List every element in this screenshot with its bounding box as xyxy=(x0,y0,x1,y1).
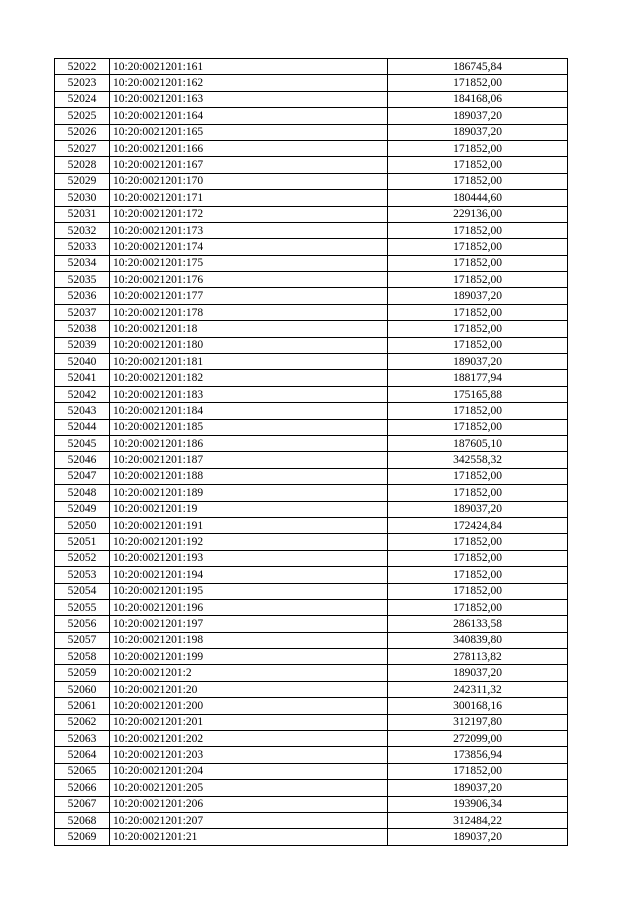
row-number-cell: 52023 xyxy=(55,75,110,91)
row-number-cell: 52069 xyxy=(55,829,110,845)
row-number-cell: 52067 xyxy=(55,796,110,812)
value-cell: 312197,80 xyxy=(388,714,568,730)
cadastral-number-cell: 10:20:0021201:167 xyxy=(110,157,388,173)
value-cell: 242311,32 xyxy=(388,681,568,697)
table-row xyxy=(55,124,568,140)
cadastral-number-cell: 10:20:0021201:181 xyxy=(110,354,388,370)
table-row xyxy=(55,632,568,648)
cadastral-number-cell: 10:20:0021201:170 xyxy=(110,173,388,189)
row-number-cell: 52061 xyxy=(55,698,110,714)
row-number-cell: 52057 xyxy=(55,632,110,648)
table-row xyxy=(55,616,568,632)
table-row xyxy=(55,681,568,697)
table-row xyxy=(55,534,568,550)
table-row xyxy=(55,649,568,665)
cadastral-number-cell: 10:20:0021201:182 xyxy=(110,370,388,386)
table-row xyxy=(55,108,568,124)
value-cell: 278113,82 xyxy=(388,649,568,665)
table-row xyxy=(55,157,568,173)
table-row xyxy=(55,763,568,779)
value-cell: 171852,00 xyxy=(388,485,568,501)
value-cell: 229136,00 xyxy=(388,206,568,222)
table-row xyxy=(55,567,568,583)
row-number-cell: 52041 xyxy=(55,370,110,386)
row-number-cell: 52029 xyxy=(55,173,110,189)
table-row xyxy=(55,698,568,714)
row-number-cell: 52028 xyxy=(55,157,110,173)
table-row xyxy=(55,812,568,828)
value-cell: 172424,84 xyxy=(388,517,568,533)
cadastral-number-cell: 10:20:0021201:189 xyxy=(110,485,388,501)
cadastral-number-cell: 10:20:0021201:183 xyxy=(110,386,388,402)
cadastral-number-cell: 10:20:0021201:20 xyxy=(110,681,388,697)
row-number-cell: 52066 xyxy=(55,780,110,796)
value-cell: 300168,16 xyxy=(388,698,568,714)
cadastral-number-cell: 10:20:0021201:199 xyxy=(110,649,388,665)
cadastral-number-cell: 10:20:0021201:197 xyxy=(110,616,388,632)
value-cell: 171852,00 xyxy=(388,239,568,255)
cadastral-number-cell: 10:20:0021201:162 xyxy=(110,75,388,91)
table-row xyxy=(55,354,568,370)
cadastral-number-cell: 10:20:0021201:176 xyxy=(110,272,388,288)
table-row xyxy=(55,272,568,288)
table-row xyxy=(55,91,568,107)
row-number-cell: 52062 xyxy=(55,714,110,730)
row-number-cell: 52050 xyxy=(55,517,110,533)
cadastral-number-cell: 10:20:0021201:187 xyxy=(110,452,388,468)
row-number-cell: 52045 xyxy=(55,435,110,451)
row-number-cell: 52025 xyxy=(55,108,110,124)
cadastral-number-cell: 10:20:0021201:164 xyxy=(110,108,388,124)
cadastral-number-cell: 10:20:0021201:18 xyxy=(110,321,388,337)
value-cell: 171852,00 xyxy=(388,583,568,599)
table-row xyxy=(55,583,568,599)
row-number-cell: 52063 xyxy=(55,731,110,747)
cadastral-number-cell: 10:20:0021201:165 xyxy=(110,124,388,140)
value-cell: 184168,06 xyxy=(388,91,568,107)
row-number-cell: 52068 xyxy=(55,812,110,828)
cadastral-number-cell: 10:20:0021201:196 xyxy=(110,599,388,615)
table-body xyxy=(55,59,568,846)
cadastral-number-cell: 10:20:0021201:180 xyxy=(110,337,388,353)
table-row xyxy=(55,75,568,91)
row-number-cell: 52036 xyxy=(55,288,110,304)
table-row xyxy=(55,173,568,189)
value-cell: 340839,80 xyxy=(388,632,568,648)
value-cell: 312484,22 xyxy=(388,812,568,828)
value-cell: 272099,00 xyxy=(388,731,568,747)
row-number-cell: 52048 xyxy=(55,485,110,501)
table-row xyxy=(55,468,568,484)
cadastral-number-cell: 10:20:0021201:163 xyxy=(110,91,388,107)
cadastral-number-cell: 10:20:0021201:192 xyxy=(110,534,388,550)
table-row xyxy=(55,288,568,304)
table-row xyxy=(55,452,568,468)
value-cell: 171852,00 xyxy=(388,157,568,173)
cadastral-number-cell: 10:20:0021201:175 xyxy=(110,255,388,271)
row-number-cell: 52038 xyxy=(55,321,110,337)
row-number-cell: 52058 xyxy=(55,649,110,665)
row-number-cell: 52030 xyxy=(55,190,110,206)
value-cell: 193906,34 xyxy=(388,796,568,812)
table-row xyxy=(55,419,568,435)
cadastral-number-cell: 10:20:0021201:205 xyxy=(110,780,388,796)
value-cell: 187605,10 xyxy=(388,435,568,451)
value-cell: 171852,00 xyxy=(388,419,568,435)
cadastral-number-cell: 10:20:0021201:188 xyxy=(110,468,388,484)
value-cell: 171852,00 xyxy=(388,173,568,189)
table-row xyxy=(55,435,568,451)
value-cell: 171852,00 xyxy=(388,304,568,320)
row-number-cell: 52043 xyxy=(55,403,110,419)
value-cell: 171852,00 xyxy=(388,567,568,583)
cadastral-number-cell: 10:20:0021201:202 xyxy=(110,731,388,747)
cadastral-number-cell: 10:20:0021201:203 xyxy=(110,747,388,763)
cadastral-number-cell: 10:20:0021201:2 xyxy=(110,665,388,681)
table-row xyxy=(55,239,568,255)
table-row xyxy=(55,517,568,533)
row-number-cell: 52065 xyxy=(55,763,110,779)
table-row xyxy=(55,731,568,747)
table-row xyxy=(55,747,568,763)
data-table xyxy=(54,58,568,846)
value-cell: 171852,00 xyxy=(388,534,568,550)
value-cell: 173856,94 xyxy=(388,747,568,763)
row-number-cell: 52047 xyxy=(55,468,110,484)
value-cell: 180444,60 xyxy=(388,190,568,206)
value-cell: 171852,00 xyxy=(388,550,568,566)
table-row xyxy=(55,665,568,681)
value-cell: 188177,94 xyxy=(388,370,568,386)
row-number-cell: 52049 xyxy=(55,501,110,517)
value-cell: 189037,20 xyxy=(388,829,568,845)
cadastral-number-cell: 10:20:0021201:185 xyxy=(110,419,388,435)
row-number-cell: 52035 xyxy=(55,272,110,288)
cadastral-number-cell: 10:20:0021201:195 xyxy=(110,583,388,599)
table-row xyxy=(55,190,568,206)
cadastral-number-cell: 10:20:0021201:194 xyxy=(110,567,388,583)
value-cell: 189037,20 xyxy=(388,665,568,681)
row-number-cell: 52046 xyxy=(55,452,110,468)
row-number-cell: 52053 xyxy=(55,567,110,583)
value-cell: 171852,00 xyxy=(388,140,568,156)
value-cell: 171852,00 xyxy=(388,222,568,238)
cadastral-number-cell: 10:20:0021201:177 xyxy=(110,288,388,304)
value-cell: 189037,20 xyxy=(388,780,568,796)
value-cell: 171852,00 xyxy=(388,75,568,91)
value-cell: 171852,00 xyxy=(388,337,568,353)
row-number-cell: 52040 xyxy=(55,354,110,370)
value-cell: 171852,00 xyxy=(388,599,568,615)
table-row xyxy=(55,337,568,353)
row-number-cell: 52039 xyxy=(55,337,110,353)
cadastral-number-cell: 10:20:0021201:178 xyxy=(110,304,388,320)
cadastral-number-cell: 10:20:0021201:198 xyxy=(110,632,388,648)
row-number-cell: 52059 xyxy=(55,665,110,681)
table-row xyxy=(55,796,568,812)
table-row xyxy=(55,140,568,156)
table-row xyxy=(55,599,568,615)
cadastral-number-cell: 10:20:0021201:200 xyxy=(110,698,388,714)
cadastral-number-cell: 10:20:0021201:172 xyxy=(110,206,388,222)
cadastral-number-cell: 10:20:0021201:184 xyxy=(110,403,388,419)
table-row xyxy=(55,714,568,730)
value-cell: 189037,20 xyxy=(388,108,568,124)
row-number-cell: 52037 xyxy=(55,304,110,320)
table-row xyxy=(55,222,568,238)
cadastral-number-cell: 10:20:0021201:166 xyxy=(110,140,388,156)
table-row xyxy=(55,780,568,796)
row-number-cell: 52064 xyxy=(55,747,110,763)
cadastral-number-cell: 10:20:0021201:191 xyxy=(110,517,388,533)
row-number-cell: 52054 xyxy=(55,583,110,599)
row-number-cell: 52027 xyxy=(55,140,110,156)
table-row xyxy=(55,304,568,320)
value-cell: 171852,00 xyxy=(388,403,568,419)
value-cell: 189037,20 xyxy=(388,288,568,304)
value-cell: 171852,00 xyxy=(388,763,568,779)
table-row xyxy=(55,206,568,222)
cadastral-number-cell: 10:20:0021201:161 xyxy=(110,59,388,75)
value-cell: 171852,00 xyxy=(388,255,568,271)
row-number-cell: 52051 xyxy=(55,534,110,550)
table-row xyxy=(55,386,568,402)
table-row xyxy=(55,59,568,75)
table-row xyxy=(55,485,568,501)
row-number-cell: 52026 xyxy=(55,124,110,140)
row-number-cell: 52024 xyxy=(55,91,110,107)
value-cell: 186745,84 xyxy=(388,59,568,75)
value-cell: 286133,58 xyxy=(388,616,568,632)
cadastral-number-cell: 10:20:0021201:193 xyxy=(110,550,388,566)
table-row xyxy=(55,550,568,566)
value-cell: 189037,20 xyxy=(388,354,568,370)
cadastral-number-cell: 10:20:0021201:171 xyxy=(110,190,388,206)
cadastral-number-cell: 10:20:0021201:204 xyxy=(110,763,388,779)
cadastral-number-cell: 10:20:0021201:173 xyxy=(110,222,388,238)
table-row xyxy=(55,321,568,337)
row-number-cell: 52022 xyxy=(55,59,110,75)
value-cell: 171852,00 xyxy=(388,468,568,484)
row-number-cell: 52060 xyxy=(55,681,110,697)
row-number-cell: 52034 xyxy=(55,255,110,271)
cadastral-number-cell: 10:20:0021201:19 xyxy=(110,501,388,517)
cadastral-number-cell: 10:20:0021201:174 xyxy=(110,239,388,255)
value-cell: 189037,20 xyxy=(388,124,568,140)
table-row xyxy=(55,403,568,419)
row-number-cell: 52044 xyxy=(55,419,110,435)
value-cell: 171852,00 xyxy=(388,272,568,288)
table-row xyxy=(55,829,568,845)
row-number-cell: 52052 xyxy=(55,550,110,566)
value-cell: 175165,88 xyxy=(388,386,568,402)
row-number-cell: 52033 xyxy=(55,239,110,255)
cadastral-number-cell: 10:20:0021201:21 xyxy=(110,829,388,845)
row-number-cell: 52056 xyxy=(55,616,110,632)
value-cell: 189037,20 xyxy=(388,501,568,517)
row-number-cell: 52042 xyxy=(55,386,110,402)
table-row xyxy=(55,255,568,271)
table-row xyxy=(55,370,568,386)
cadastral-number-cell: 10:20:0021201:186 xyxy=(110,435,388,451)
value-cell: 342558,32 xyxy=(388,452,568,468)
row-number-cell: 52055 xyxy=(55,599,110,615)
cadastral-number-cell: 10:20:0021201:201 xyxy=(110,714,388,730)
row-number-cell: 52031 xyxy=(55,206,110,222)
cadastral-number-cell: 10:20:0021201:206 xyxy=(110,796,388,812)
table-row xyxy=(55,501,568,517)
value-cell: 171852,00 xyxy=(388,321,568,337)
cadastral-number-cell: 10:20:0021201:207 xyxy=(110,812,388,828)
row-number-cell: 52032 xyxy=(55,222,110,238)
